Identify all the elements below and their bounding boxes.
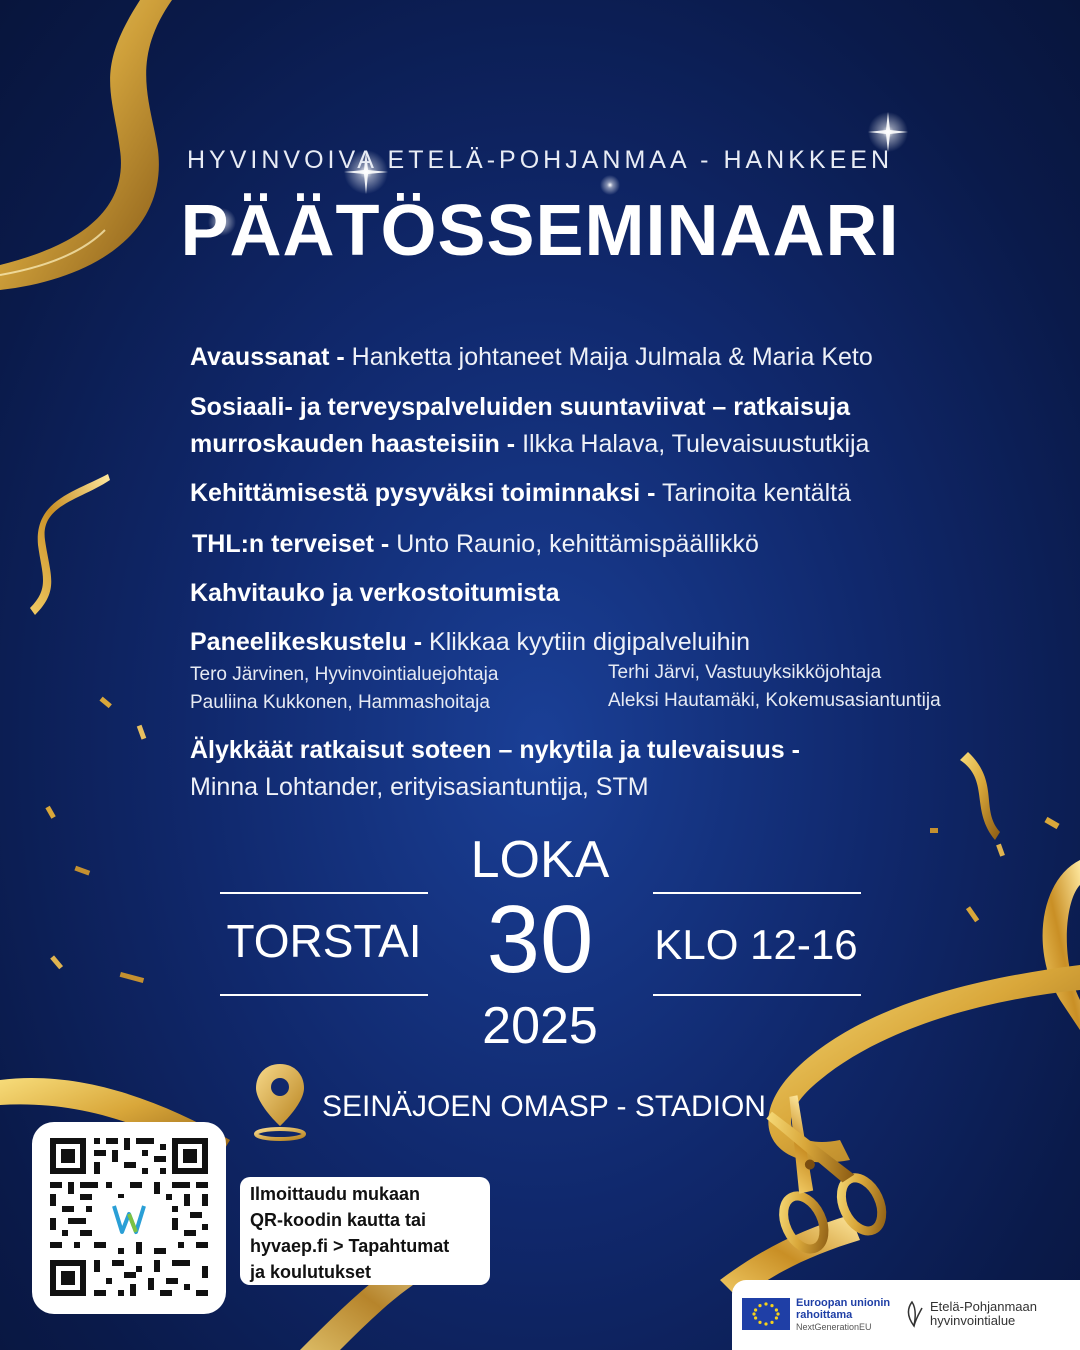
agenda-item-coffee: Kahvitauko ja verkostoitumista [190,579,560,607]
event-year: 2025 [482,997,598,1055]
event-location: SEINÄJOEN OMASP - STADION [322,1090,766,1123]
event-weekday: TORSTAI [226,915,422,967]
event-day: 30 [486,886,594,993]
agenda-item-opening: Avaussanat - Hanketta johtaneet Maija Julmala & Maria Keto [190,343,873,371]
registration-text: Ilmoittaudu mukaan QR-koodin kautta tai hyvaep.fi > Tapahtumat ja koulutukset [250,1184,450,1282]
region-leaf-icon [904,1298,924,1328]
logo-bar [732,1280,1080,1350]
region-label: Etelä-Pohjanmaan hyvinvointialue [930,1299,1037,1328]
eu-flag-icon [742,1298,790,1330]
event-title: PÄÄTÖSSEMINAARI [180,191,900,271]
agenda-item-social-health: Sosiaali- ja terveyspalveluiden suuntaviivat – ratkaisuja murroskauden haasteisiin - Ilkka Halava, Tulevaisuustutkija [190,393,870,458]
event-time: KLO 12-16 [654,921,858,968]
ribbon-left-curl [30,474,110,615]
divider [653,892,861,894]
panelist: Aleksi Hautamäki, Kokemusasiantuntija [608,690,941,711]
panelist: Pauliina Kukkonen, Hammashoitaja [190,692,490,713]
qr-code[interactable] [32,1122,226,1314]
agenda-item-thl: THL:n terveiset - Unto Raunio, kehittämispäällikkö [192,530,759,558]
event-month: LOKA [470,831,610,889]
divider [220,892,428,894]
event-subtitle: HYVINVOIVA ETELÄ-POHJANMAA - HANKKEEN [186,146,893,174]
panelist: Tero Järvinen, Hyvinvointialuejohtaja [190,664,499,685]
agenda-item-panel: Paneelikeskustelu - Klikkaa kyytiin digipalveluihin [190,628,751,656]
divider [220,994,428,996]
agenda-item-development: Kehittämisestä pysyväksi toiminnaksi - Tarinoita kentältä [190,479,851,507]
eu-funding-label: Euroopan unionin rahoittama NextGenerationEU [796,1297,891,1332]
agenda-item-smart-solutions: Älykkäät ratkaisut soteen – nykytila ja tulevaisuus - Minna Lohtander, erityisasiantuntija, STM [190,736,800,801]
qr-code-card[interactable] [32,1122,226,1314]
ribbon-bottom-right [1043,860,1080,1030]
divider [653,994,861,996]
location-pin-icon [252,1062,308,1142]
panelist: Terhi Järvi, Vastuuyksikköjohtaja [608,662,882,683]
